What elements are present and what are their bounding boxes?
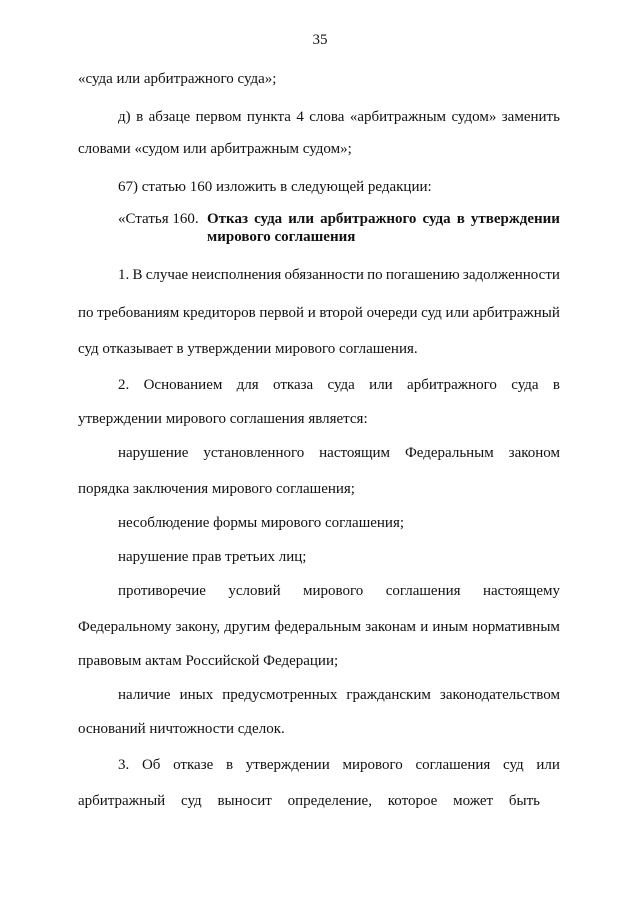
word: иным xyxy=(432,619,469,635)
text-line-justified xyxy=(118,582,560,600)
word: наличие xyxy=(118,687,171,703)
word: погашению xyxy=(385,267,460,283)
word: арбитражного xyxy=(407,377,497,393)
word: суд xyxy=(181,793,202,809)
text-line-justified xyxy=(118,266,560,284)
word: отказа xyxy=(273,377,314,393)
word: соглашения xyxy=(385,583,461,599)
word: Федеральным xyxy=(404,445,494,461)
word: «арбитражным xyxy=(349,109,447,125)
word: законам xyxy=(365,619,417,635)
text-line-justified xyxy=(118,444,560,462)
word: установленного xyxy=(203,445,305,461)
word: заменить xyxy=(501,109,560,125)
word: может xyxy=(453,793,494,809)
text-line-justified xyxy=(118,756,560,774)
article-title-line xyxy=(207,210,560,228)
word: Об xyxy=(141,757,161,773)
word: другим xyxy=(224,619,271,635)
word: неисполнения xyxy=(191,267,282,283)
word: настоящим xyxy=(319,445,391,461)
word: законом xyxy=(508,445,560,461)
word: арбитражный xyxy=(78,793,166,809)
word: условий xyxy=(228,583,281,599)
word: или xyxy=(369,377,393,393)
word: законодательством xyxy=(439,687,560,703)
word: федеральным xyxy=(274,619,362,635)
word: утверждении xyxy=(470,211,560,227)
word: В xyxy=(132,267,143,283)
word: гражданским xyxy=(346,687,431,703)
word: нормативным xyxy=(472,619,560,635)
article-label: «Статья 160. xyxy=(118,211,199,227)
word: противоречие xyxy=(118,583,206,599)
word: предусмотренных xyxy=(222,687,338,703)
word: суд xyxy=(503,757,524,773)
word: и xyxy=(420,619,429,635)
text-line-justified xyxy=(78,618,560,636)
word: Отказ xyxy=(207,211,248,227)
word: по xyxy=(367,267,383,283)
word: Основанием xyxy=(143,377,223,393)
word: закону, xyxy=(175,619,220,635)
word: 2. xyxy=(118,377,130,393)
word: первой xyxy=(259,305,305,321)
text-line: правовым актам Российской Федерации; xyxy=(78,653,339,669)
word: мирового xyxy=(303,583,364,599)
text-line: «суда или арбитражного суда»; xyxy=(78,71,277,87)
word: слова xyxy=(309,109,345,125)
word: 1. xyxy=(118,267,130,283)
text-line: 67) статью 160 изложить в следующей редакции: xyxy=(118,179,432,195)
text-line: оснований ничтожности сделок. xyxy=(78,721,285,737)
word: д) xyxy=(118,109,131,125)
text-line: несоблюдение формы мирового соглашения; xyxy=(118,515,405,531)
word: пункта xyxy=(246,109,291,125)
word: в xyxy=(552,377,560,393)
word: отказе xyxy=(173,757,214,773)
text-line-justified xyxy=(78,304,560,322)
word: абзаце xyxy=(148,109,191,125)
word: суда xyxy=(254,211,283,227)
article-title-line: мирового соглашения xyxy=(207,229,356,245)
word: нарушение xyxy=(118,445,189,461)
word: суд xyxy=(421,305,442,321)
word: выносит xyxy=(217,793,272,809)
word: обязанности xyxy=(284,267,364,283)
text-line: нарушение прав третьих лиц; xyxy=(118,549,307,565)
word: которое xyxy=(387,793,438,809)
text-line: словами «судом или арбитражным судом»; xyxy=(78,141,352,157)
word: или xyxy=(445,305,470,321)
word: или xyxy=(288,211,314,227)
text-line-justified xyxy=(118,108,560,126)
word: 4 xyxy=(296,109,304,125)
word: требованиям xyxy=(97,305,180,321)
text-line-justified xyxy=(118,686,560,704)
text-line: порядка заключения мирового соглашения; xyxy=(78,481,355,497)
word: очереди xyxy=(366,305,418,321)
word: суда xyxy=(422,211,451,227)
text-line-justified xyxy=(78,792,540,810)
text-line: суд отказывает в утверждении мирового соглашения. xyxy=(78,341,418,357)
word: 3. xyxy=(118,757,130,773)
word: случае xyxy=(145,267,189,283)
word: определение, xyxy=(287,793,372,809)
word: для xyxy=(236,377,259,393)
word: в xyxy=(456,211,465,227)
word: Федеральному xyxy=(78,619,172,635)
word: суда xyxy=(327,377,355,393)
word: утверждении xyxy=(245,757,330,773)
word: и xyxy=(307,305,316,321)
word: судом» xyxy=(451,109,497,125)
word: по xyxy=(78,305,94,321)
word: суда xyxy=(511,377,539,393)
word: в xyxy=(136,109,144,125)
word: кредиторов xyxy=(182,305,256,321)
text-line: утверждении мирового соглашения является: xyxy=(78,411,368,427)
page-number: 35 xyxy=(312,32,328,48)
word: арбитражный xyxy=(472,305,560,321)
word: мирового xyxy=(342,757,403,773)
text-line-justified xyxy=(118,376,560,394)
word: или xyxy=(536,757,560,773)
word: соглашения xyxy=(415,757,491,773)
word: настоящему xyxy=(482,583,560,599)
word: второй xyxy=(319,305,363,321)
word: арбитражного xyxy=(320,211,417,227)
word: иных xyxy=(179,687,214,703)
word: быть xyxy=(508,793,540,809)
word: задолженности xyxy=(462,267,560,283)
word: первом xyxy=(195,109,242,125)
word: в xyxy=(226,757,234,773)
